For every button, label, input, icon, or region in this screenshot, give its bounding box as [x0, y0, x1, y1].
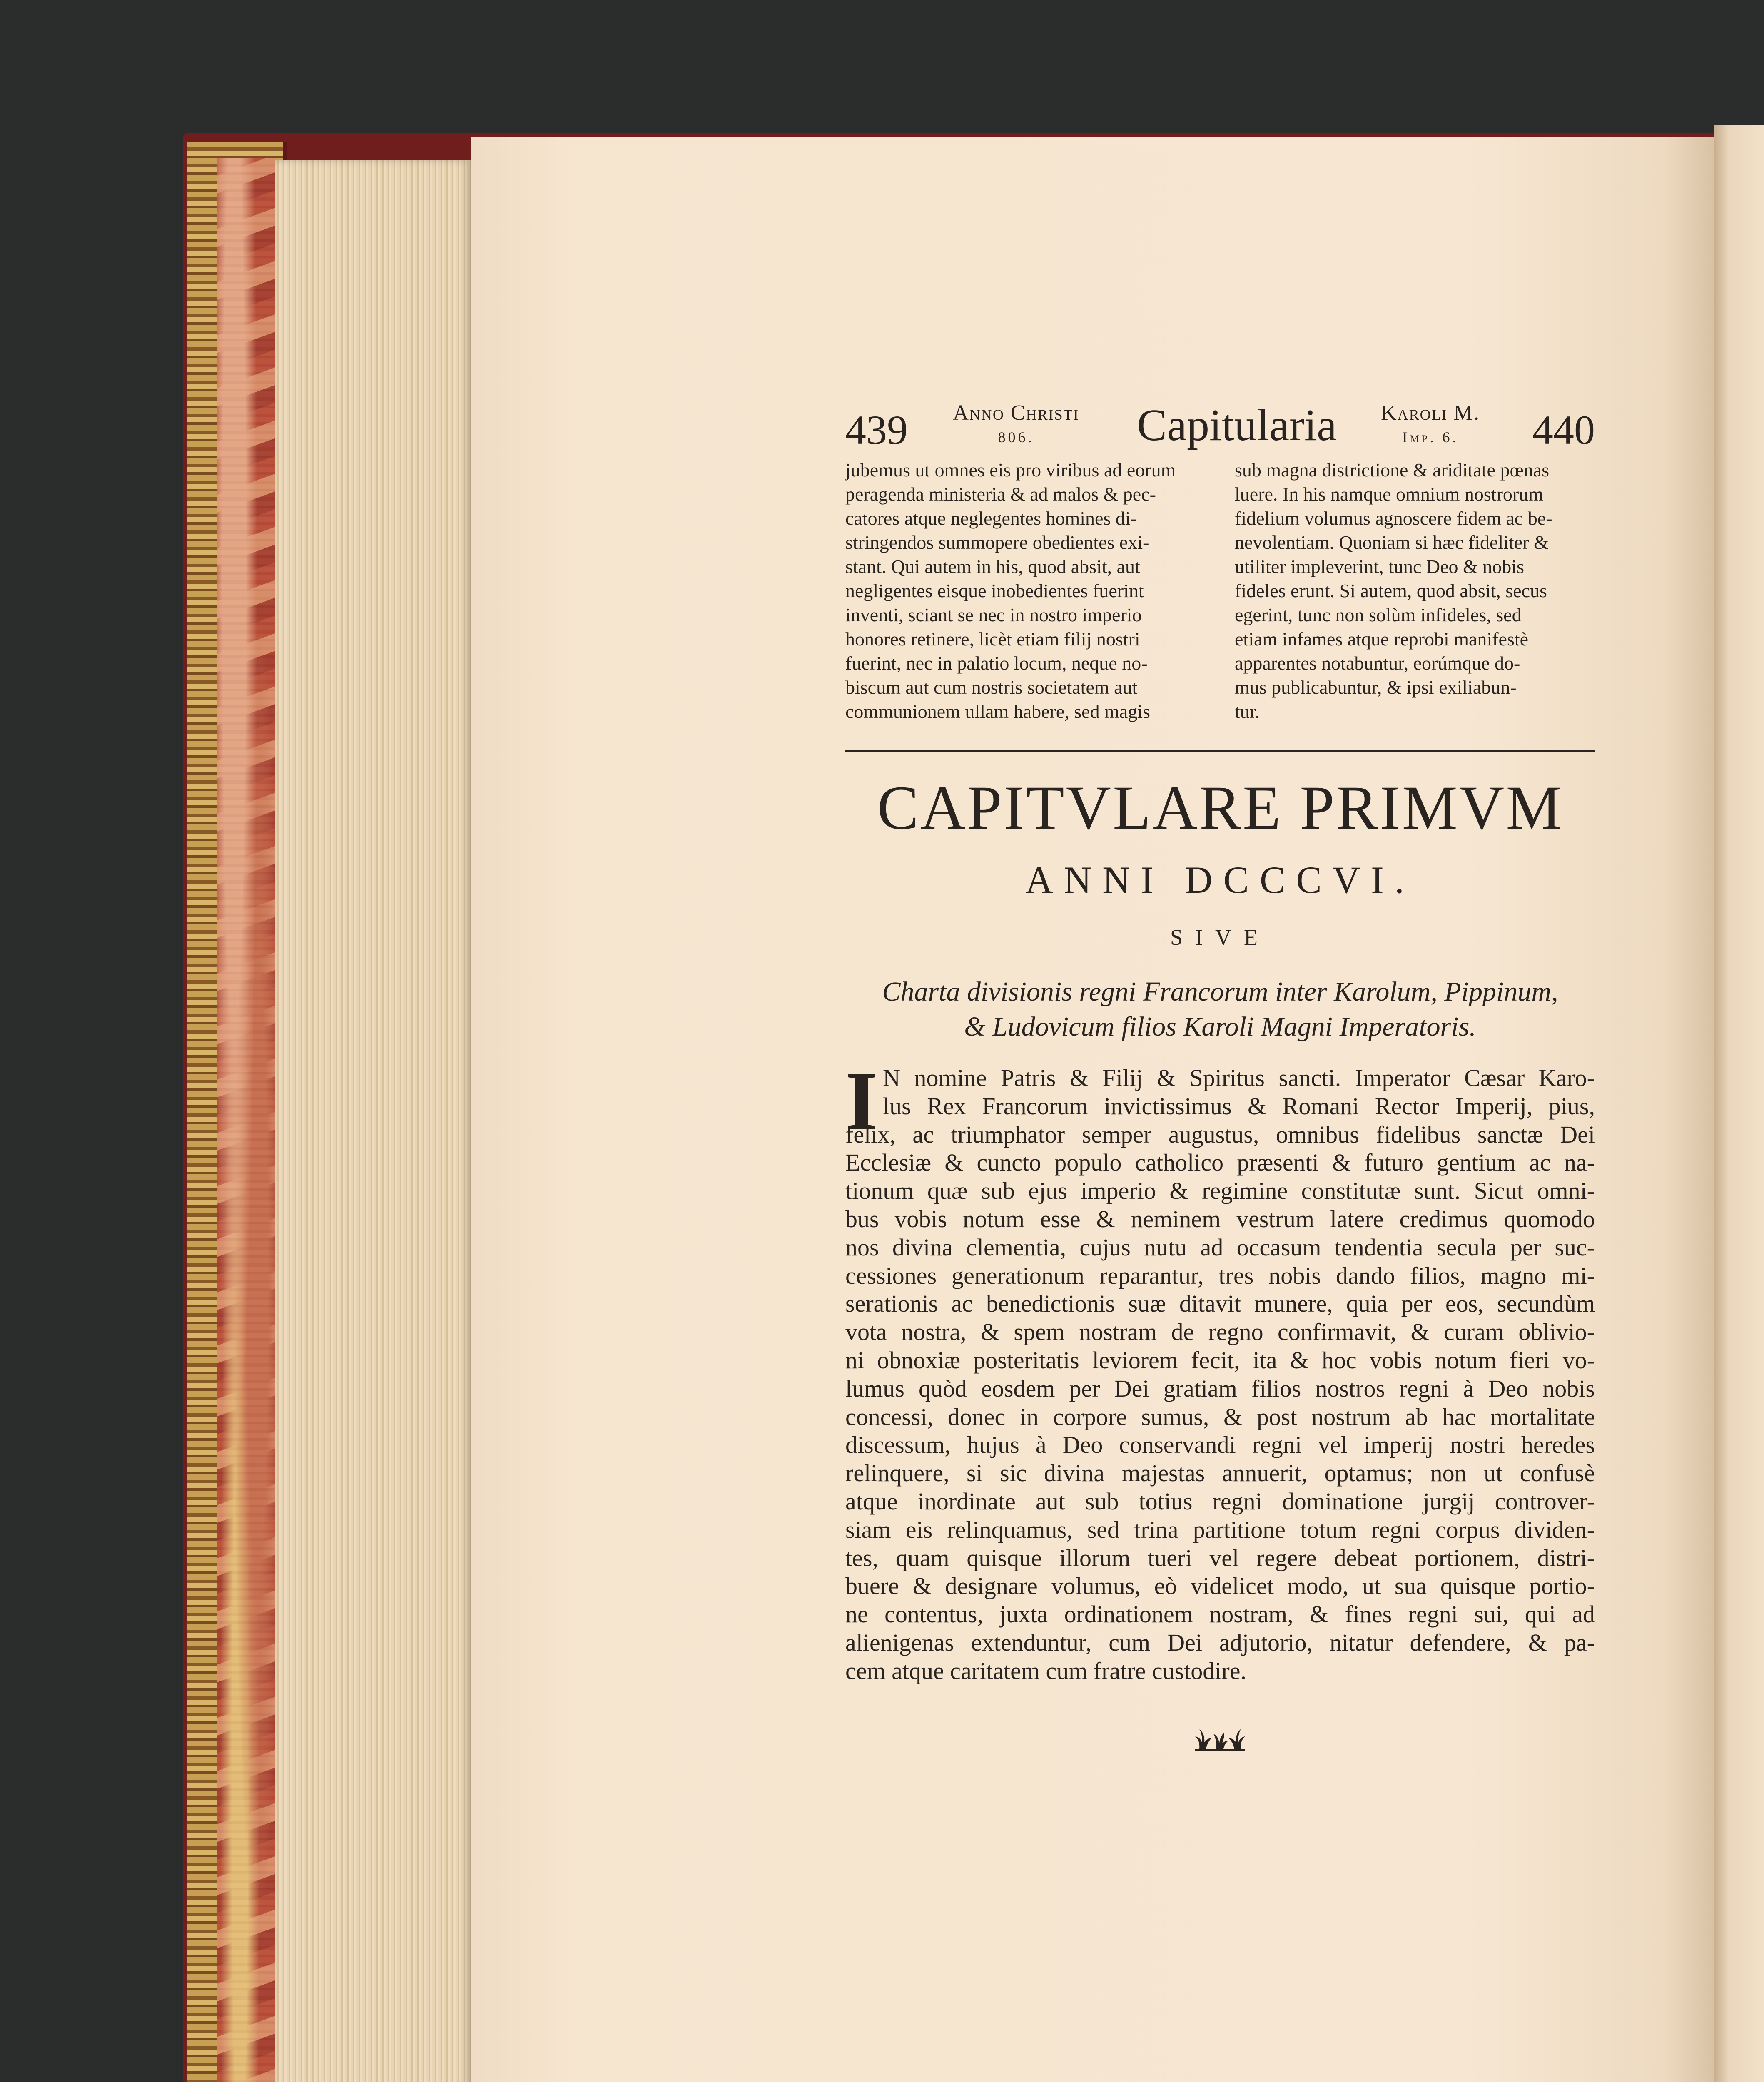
text-column-right [1235, 458, 1595, 724]
text-line: utiliter impleverint, tunc Deo & nobis [1235, 556, 1524, 577]
body-line: felix, ac triumphator semper augustus, omnibus fidelibus sanctæ Dei [845, 1121, 1595, 1148]
text-line: honores retinere, licèt etiam filij nostri [845, 628, 1140, 650]
running-head-right-text: Karoli M. [1381, 401, 1480, 425]
text-line: jubemus ut omnes eis pro viribus ad eorum [845, 459, 1176, 481]
body-paragraph [845, 1055, 1595, 1685]
body-line: ne contentus, juxta ordinationem nostram, & fines regni sui, qui ad [845, 1601, 1595, 1628]
running-head-left-text: Anno Christi [953, 401, 1079, 425]
body-line: nos divina clementia, cujus nutu ad occasum tendentia secula per suc- [845, 1233, 1595, 1261]
text-line: sub magna districtione & ariditate pœnas [1235, 459, 1549, 481]
text-line: peragenda ministeria & ad malos & pec- [845, 483, 1156, 505]
body-line: discessum, hujus à Deo conservandi regni vel imperij nostri heredes [845, 1431, 1595, 1459]
section-title: CAPITVLARE PRIMVM [877, 773, 1563, 842]
text-line: catores atque neglegentes homines di- [845, 508, 1137, 529]
text-line: stant. Qui autem in his, quod absit, aut [845, 556, 1140, 577]
text-line: luere. In his namque omnium nostrorum [1235, 483, 1543, 505]
text-line: biscum aut cum nostris societatem aut [845, 677, 1138, 698]
text-line: inventi, sciant se nec in nostro imperio [845, 604, 1142, 625]
body-line: lus Rex Francorum invictissimus & Romani Rector Imperij, pius, [883, 1092, 1595, 1120]
facing-page-edge [1714, 125, 1764, 2082]
body-line: alienigenas extenduntur, cum Dei adjutorio, nitatur defendere, & pa- [845, 1629, 1595, 1656]
body-line: cessiones generationum reparantur, tres nobis dando filios, magno mi- [845, 1262, 1595, 1289]
description-line: & Ludovicum filios Karoli Magni Imperatoris. [964, 1011, 1476, 1042]
body-line: Ecclesiæ & cuncto populo catholico præsenti & futuro gentium ac na- [845, 1149, 1595, 1176]
body-line: atque inordinate aut sub totius regni dominatione jurgij controver- [845, 1487, 1595, 1515]
text-line: communionem ullam habere, sed magis [845, 701, 1150, 722]
text-line: fideles erunt. Si autem, quod absit, secus [1235, 580, 1547, 601]
running-header [845, 391, 1595, 458]
running-head-left-year: 806. [998, 429, 1034, 446]
body-line: lumus quòd eosdem per Dei gratiam filios nostros regni à Deo nobis [845, 1375, 1595, 1402]
text-column-left [845, 458, 1206, 724]
page-number-left: 439 [845, 407, 908, 453]
section-sive: SIVE [1170, 925, 1270, 950]
section-subtitle: ANNI DCCCVI. [1025, 859, 1415, 901]
text-line: mus publicabuntur, & ipsi exiliabun- [1235, 677, 1517, 698]
text-line: etiam infames atque reprobi manifestè [1235, 628, 1529, 650]
body-line: concessi, donec in corpore sumus, & post nostrum ab hac mortalitate [845, 1403, 1595, 1430]
body-line: serationis ac benedictionis suæ ditavit munere, quia per eos, secundùm [845, 1290, 1595, 1317]
running-head-right [1362, 402, 1499, 445]
body-line: siam eis relinquamus, sed trina partitione totum regni corpus dividen- [845, 1516, 1595, 1543]
text-line: stringendos summopere obedientes exi- [845, 532, 1149, 553]
text-line: fuerint, nec in palatio locum, neque no- [845, 652, 1148, 674]
text-line: egerint, tunc non solùm infideles, sed [1235, 604, 1522, 625]
text-line: tur. [1235, 701, 1260, 722]
running-head-right-year: Imp. 6. [1402, 429, 1459, 446]
body-line: ni obnoxiæ posteritatis leviorem fecit, ita & hoc vobis notum fieri vo- [845, 1346, 1595, 1374]
page-number-right: 440 [1532, 407, 1595, 453]
drop-cap: I [845, 1055, 878, 1147]
horizontal-rule [845, 750, 1595, 752]
text-line: nevolentiam. Quoniam si hæc fideliter & [1235, 532, 1549, 553]
page-edges [275, 160, 471, 2082]
description-line: Charta divisionis regni Francorum inter Karolum, Pippinum, [882, 976, 1558, 1007]
body-line: N nomine Patris & Filij & Spiritus sancti. Imperator Cæsar Karo- [883, 1064, 1595, 1091]
body-line: vota nostra, & spem nostram de regno confirmavit, & curam oblivio- [845, 1318, 1595, 1346]
body-line: relinquere, si sic divina majestas annuerit, optamus; non ut confusè [845, 1459, 1595, 1487]
body-line: buere & designare volumus, eò videlicet modo, ut sua quisque portio- [845, 1572, 1595, 1600]
fleuron-icon [1191, 1724, 1249, 1753]
body-line: tionum quæ sub ejus imperio & regimine constitutæ sunt. Sicut omni- [845, 1177, 1595, 1205]
body-line: cem atque caritatem cum fratre custodire. [845, 1657, 1246, 1684]
text-line: fidelium volumus agnoscere fidem ac be- [1235, 508, 1552, 529]
text-line: negligentes eisque inobedientes fuerint [845, 580, 1144, 601]
marbled-endpaper [217, 158, 275, 2082]
running-title: Capitularia [1137, 401, 1337, 450]
section-description [845, 974, 1595, 1044]
running-head-left [941, 402, 1091, 445]
text-line: apparentes notabuntur, eorúmque do- [1235, 652, 1520, 674]
body-line: tes, quam quisque illorum tueri vel regere debeat portionem, distri- [845, 1544, 1595, 1571]
body-line: bus vobis notum esse & neminem vestrum latere credimus quomodo [845, 1205, 1595, 1233]
